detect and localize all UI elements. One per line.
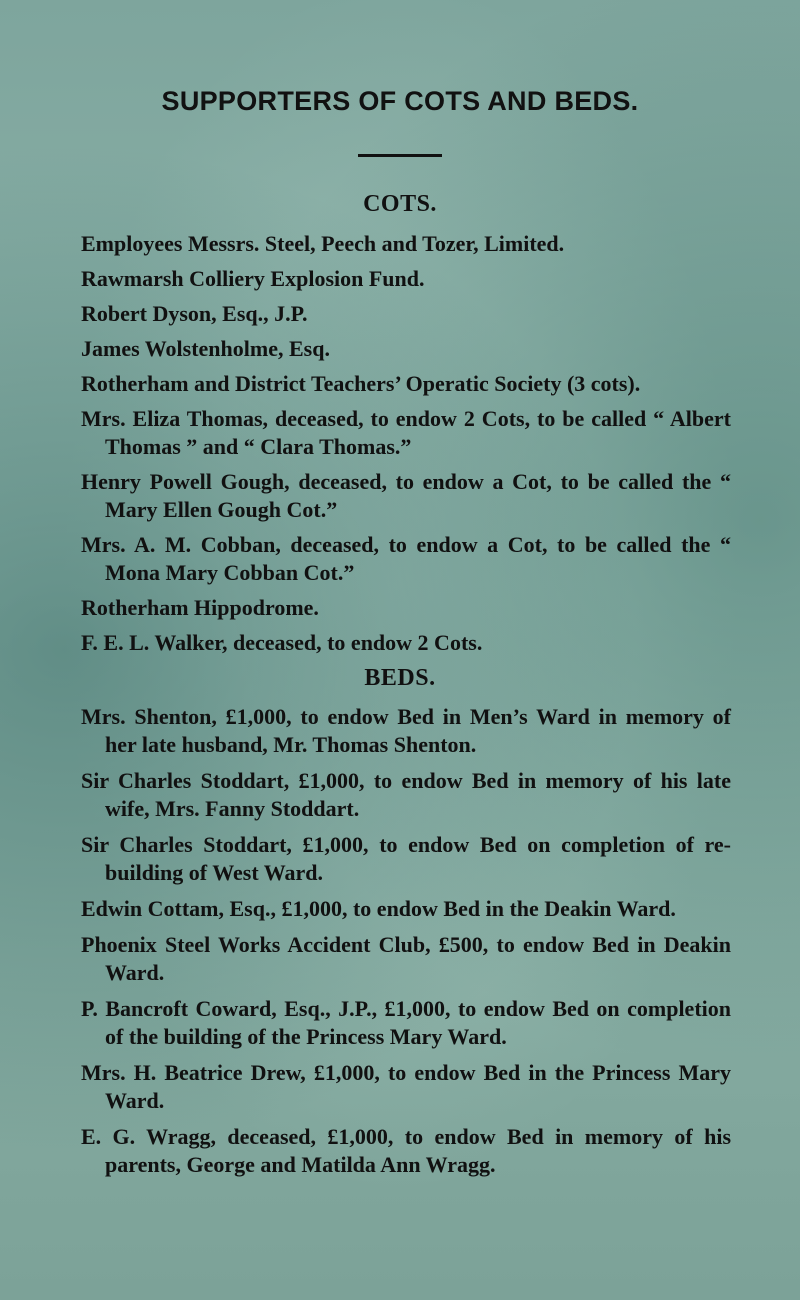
cots-list bbox=[81, 230, 731, 657]
cots-heading: COTS. bbox=[363, 191, 437, 217]
title-divider bbox=[358, 154, 442, 157]
cots-entry: Mrs. Eliza Thomas, deceased, to endow 2 Cots, to be called “ Albert Thomas ” and “ Clara Thomas.” bbox=[81, 406, 731, 459]
cots-entry: Mrs. A. M. Cobban, deceased, to endow a Cot, to be called the “ Mona Mary Cobban Cot.” bbox=[81, 532, 731, 585]
beds-heading: BEDS. bbox=[364, 665, 436, 691]
cots-entry: Henry Powell Gough, deceased, to endow a Cot, to be called the “ Mary Ellen Gough Cot.” bbox=[81, 469, 731, 522]
beds-entry: P. Bancroft Coward, Esq., J.P., £1,000, to endow Bed on completion of the building of the Princess Mary Ward. bbox=[81, 996, 731, 1049]
beds-entry: Sir Charles Stoddart, £1,000, to endow Bed on completion of re-building of West Ward. bbox=[81, 832, 731, 885]
beds-entry: Sir Charles Stoddart, £1,000, to endow Bed in memory of his late wife, Mrs. Fanny Stoddart. bbox=[81, 768, 731, 821]
beds-entry: Mrs. H. Beatrice Drew, £1,000, to endow Bed in the Princess Mary Ward. bbox=[81, 1060, 731, 1113]
beds-list bbox=[81, 703, 731, 1179]
cots-entry: F. E. L. Walker, deceased, to endow 2 Cots. bbox=[81, 630, 483, 655]
cots-entry: James Wolstenholme, Esq. bbox=[81, 336, 330, 361]
cots-entry: Rotherham and District Teachers’ Operatic Society (3 cots). bbox=[81, 371, 641, 396]
cots-entry: Robert Dyson, Esq., J.P. bbox=[81, 301, 308, 326]
cots-entry: Employees Messrs. Steel, Peech and Tozer, Limited. bbox=[81, 231, 565, 256]
beds-entry: Mrs. Shenton, £1,000, to endow Bed in Men’s Ward in memory of her late husband, Mr. Thomas Shenton. bbox=[81, 704, 731, 757]
beds-entry: Edwin Cottam, Esq., £1,000, to endow Bed in the Deakin Ward. bbox=[81, 896, 676, 921]
cots-entry: Rawmarsh Colliery Explosion Fund. bbox=[81, 266, 425, 291]
beds-entry: Phoenix Steel Works Accident Club, £500, to endow Bed in Deakin Ward. bbox=[81, 932, 731, 985]
cots-entry: Rotherham Hippodrome. bbox=[81, 595, 319, 620]
beds-entry: E. G. Wragg, deceased, £1,000, to endow Bed in memory of his parents, George and Matilda Ann Wragg. bbox=[81, 1124, 731, 1177]
page-title: SUPPORTERS OF COTS AND BEDS. bbox=[161, 86, 639, 116]
